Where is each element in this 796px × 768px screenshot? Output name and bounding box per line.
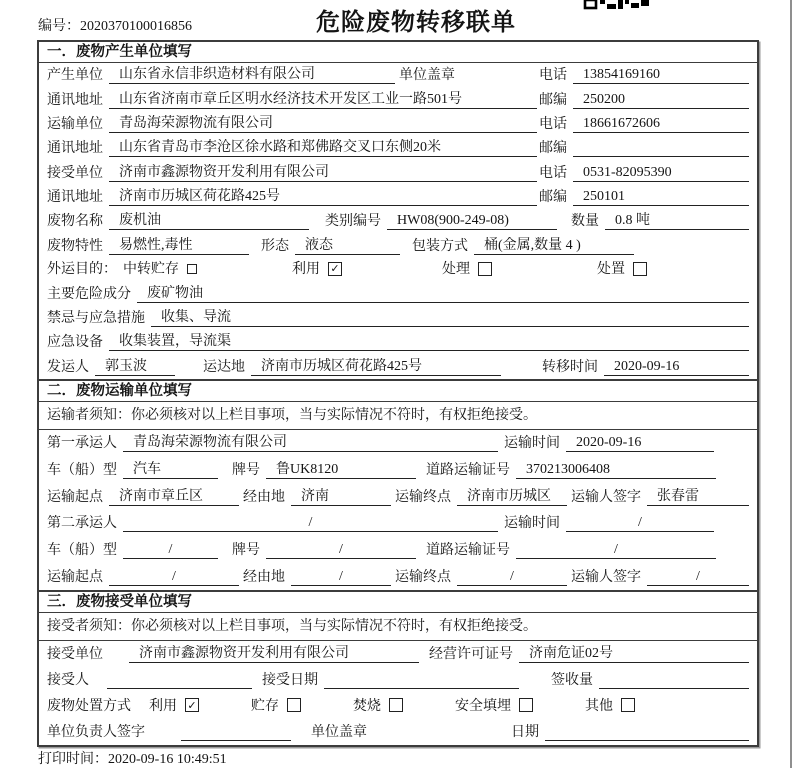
checkbox-label: 处置: [597, 262, 625, 278]
form-row: [47, 723, 749, 741]
manifest-form: [37, 40, 759, 747]
field-value: /: [291, 568, 391, 586]
field-label: 禁忌与应急措施: [47, 310, 145, 326]
receiver-notice: 接受者须知：你必须核对以上栏目事项，当与实际情况不符时，有权拒绝接受。: [39, 613, 757, 641]
document-header: [0, 0, 796, 40]
field-label: 运输起点: [47, 489, 103, 505]
field-value: HW08(900-249-08): [387, 212, 557, 230]
field-label: 牌号: [232, 542, 260, 558]
checkbox-label: 处理: [442, 262, 470, 278]
field-label: 单位负责人签字: [47, 724, 145, 740]
page-title: 危险废物转移联单: [316, 9, 516, 36]
form-row: [47, 514, 749, 532]
field-value: 山东省济南市章丘区明水经济技术开发区工业一路501号: [109, 91, 537, 109]
checkbox-unchecked-icon: [633, 262, 647, 276]
checkbox-label: 其他: [585, 698, 613, 714]
field-value: 2020-09-16: [604, 358, 749, 376]
field-value: 收集装置，导流渠: [109, 333, 749, 351]
checkbox-field: [123, 261, 197, 278]
section-rows: [39, 641, 757, 745]
field-label: 通讯地址: [47, 141, 103, 157]
form-row: [47, 66, 749, 84]
field-value: 山东省永信非织造材料有限公司: [109, 66, 395, 84]
form-row: [47, 261, 749, 278]
field-value: /: [516, 541, 716, 559]
section-title: 一．废物产生单位填写: [39, 42, 757, 63]
field-label: 运输人签字: [571, 489, 641, 505]
field-value: 2020-09-16: [566, 434, 714, 452]
field-label: 运达地: [203, 359, 245, 375]
field-value: /: [266, 541, 416, 559]
section-title: 二．废物运输单位填写: [39, 381, 757, 402]
field-value: 250101: [573, 188, 749, 206]
field-value: /: [109, 568, 239, 586]
field-value: [324, 671, 519, 689]
form-row: [47, 488, 749, 506]
field-label: 应急设备: [47, 335, 103, 351]
field-label: 邮编: [539, 190, 567, 206]
section-title: 三．废物接受单位填写: [39, 592, 757, 613]
field-value: /: [566, 514, 714, 532]
field-label: 发运人: [47, 359, 89, 375]
checkbox-label: 焚烧: [353, 698, 381, 714]
form-row: [47, 237, 749, 255]
checkbox-label: 利用: [292, 262, 320, 278]
checkbox-field: [597, 261, 647, 278]
field-value: 250200: [573, 91, 749, 109]
field-value: /: [123, 514, 498, 532]
checkbox-field: [455, 698, 533, 715]
field-label: 车（船）型: [47, 462, 117, 478]
field-label: 电话: [539, 165, 567, 181]
field-label: 运输单位: [47, 116, 103, 132]
section-rows: [39, 430, 757, 590]
checkbox-unchecked-icon: [187, 264, 197, 274]
field-label: 废物特性: [47, 238, 103, 254]
field-label: 接受人: [47, 673, 89, 689]
field-label: 运输起点: [47, 569, 103, 585]
section-producer: [39, 42, 757, 379]
form-row: [47, 541, 749, 559]
section-transporter: [39, 379, 757, 590]
field-value: 济南市历城区荷花路425号: [251, 358, 501, 376]
checkbox-field: [292, 261, 342, 278]
field-value: 郭玉波: [95, 358, 175, 376]
field-label: 经营许可证号: [429, 647, 513, 663]
checkbox-label: 中转贮存: [123, 262, 179, 278]
field-value: 济南市鑫源物资开发利用有限公司: [129, 645, 419, 663]
field-label: 电话: [539, 68, 567, 84]
static-text: 单位盖章: [311, 724, 367, 740]
field-value: 济南市历城区荷花路425号: [109, 188, 537, 206]
qr-code-fragment-icon: [583, 0, 650, 10]
field-value: [545, 723, 749, 741]
field-value: /: [647, 568, 749, 586]
field-value: 汽车: [123, 461, 218, 479]
field-value: 13854169160: [573, 66, 749, 84]
checkbox-field: [149, 698, 199, 715]
field-label: 邮编: [539, 92, 567, 108]
field-label: 类别编号: [325, 214, 381, 230]
form-row: [47, 434, 749, 452]
checkbox-unchecked-icon: [621, 698, 635, 712]
checkbox-unchecked-icon: [519, 698, 533, 712]
field-label: 经由地: [243, 569, 285, 585]
checkbox-unchecked-icon: [389, 698, 403, 712]
checkbox-checked-icon: ✓: [328, 262, 342, 276]
field-label: 运输终点: [395, 569, 451, 585]
checkbox-checked-icon: ✓: [185, 698, 199, 712]
form-row: [47, 115, 749, 133]
manifest-number-label: 编号：: [38, 19, 80, 34]
field-value: 0.8 吨: [605, 212, 749, 230]
field-value: /: [123, 541, 218, 559]
field-label: 废物名称: [47, 214, 103, 230]
checkbox-unchecked-icon: [478, 262, 492, 276]
checkbox-field: [585, 698, 635, 715]
form-row: [47, 285, 749, 303]
field-label: 运输时间: [504, 436, 560, 452]
form-row: [47, 461, 749, 479]
manifest-number: [38, 15, 192, 35]
form-row: [47, 671, 749, 689]
field-label: 运输时间: [504, 516, 560, 532]
field-label: 外运目的：: [47, 262, 117, 278]
form-row: [47, 645, 749, 663]
field-value: 桶(金属,数量 4 ): [474, 237, 634, 255]
transporter-notice: 运输者须知：你必须核对以上栏目事项，当与实际情况不符时，有权拒绝接受。: [39, 402, 757, 430]
page-right-border: [790, 0, 792, 768]
field-value: 青岛海荣源物流有限公司: [109, 115, 537, 133]
field-value: 山东省青岛市李沧区徐水路和郑佛路交叉口东侧20米: [109, 139, 537, 157]
form-row: [47, 91, 749, 109]
field-label: 形态: [261, 238, 289, 254]
checkbox-field: [353, 698, 403, 715]
print-time-value: 2020-09-16 10:49:51: [108, 752, 227, 767]
section-rows: [39, 63, 757, 379]
checkbox-unchecked-icon: [287, 698, 301, 712]
field-label: 转移时间: [542, 359, 598, 375]
checkbox-field: [442, 261, 492, 278]
field-value: 18661672606: [573, 115, 749, 133]
checkbox-field: [251, 698, 301, 715]
field-value: /: [457, 568, 567, 586]
field-value: 张春雷: [647, 488, 749, 506]
field-label: 接受日期: [262, 673, 318, 689]
field-label: 包装方式: [412, 238, 468, 254]
field-label: 通讯地址: [47, 190, 103, 206]
field-value: 易燃性,毒性: [109, 237, 249, 255]
field-value: [573, 139, 749, 157]
field-label: 日期: [511, 724, 539, 740]
field-label: 道路运输证号: [426, 462, 510, 478]
form-row: [47, 188, 749, 206]
print-time-label: 打印时间：: [38, 752, 108, 767]
field-label: 邮编: [539, 141, 567, 157]
field-value: [107, 671, 252, 689]
field-value: [599, 671, 749, 689]
field-label: 牌号: [232, 462, 260, 478]
field-label: 数量: [571, 214, 599, 230]
field-value: 青岛海荣源物流有限公司: [123, 434, 498, 452]
field-label: 车（船）型: [47, 542, 117, 558]
field-value: 济南市章丘区: [109, 488, 239, 506]
form-row: [47, 568, 749, 586]
field-value: 济南危证02号: [519, 645, 749, 663]
field-value: 鲁UK8120: [266, 461, 416, 479]
field-value: 收集、导流: [151, 309, 749, 327]
field-label: 运输终点: [395, 489, 451, 505]
form-row: [47, 309, 749, 327]
form-row: [47, 698, 749, 715]
form-row: [47, 212, 749, 230]
field-label: 接受单位: [47, 647, 103, 663]
field-label: 第一承运人: [47, 436, 117, 452]
field-label: 经由地: [243, 489, 285, 505]
field-value: [181, 723, 291, 741]
field-label: 电话: [539, 116, 567, 132]
field-value: 0531-82095390: [573, 164, 749, 182]
field-label: 道路运输证号: [426, 542, 510, 558]
field-value: 液态: [295, 237, 400, 255]
form-row: [47, 358, 749, 376]
field-value: 370213006408: [516, 461, 716, 479]
field-label: 通讯地址: [47, 92, 103, 108]
field-label: 产生单位: [47, 68, 103, 84]
field-label: 接受单位: [47, 165, 103, 181]
form-row: [47, 333, 749, 351]
checkbox-label: 安全填埋: [455, 698, 511, 714]
field-label: 主要危险成分: [47, 286, 131, 302]
field-label: 废物处置方式: [47, 698, 131, 714]
section-receiver: [39, 590, 757, 745]
field-value: 废机油: [109, 212, 309, 230]
manifest-number-value: 2020370100016856: [80, 19, 192, 34]
checkbox-label: 贮存: [251, 698, 279, 714]
checkbox-label: 利用: [149, 698, 177, 714]
static-text: 单位盖章: [399, 68, 455, 84]
field-value: 废矿物油: [137, 285, 749, 303]
form-row: [47, 139, 749, 157]
print-time: [38, 748, 227, 768]
field-label: 签收量: [551, 673, 593, 689]
field-value: 济南市鑫源物资开发利用有限公司: [109, 164, 537, 182]
field-value: 济南: [291, 488, 391, 506]
form-row: [47, 164, 749, 182]
field-label: 第二承运人: [47, 516, 117, 532]
field-label: 运输人签字: [571, 569, 641, 585]
field-value: 济南市历城区: [457, 488, 567, 506]
